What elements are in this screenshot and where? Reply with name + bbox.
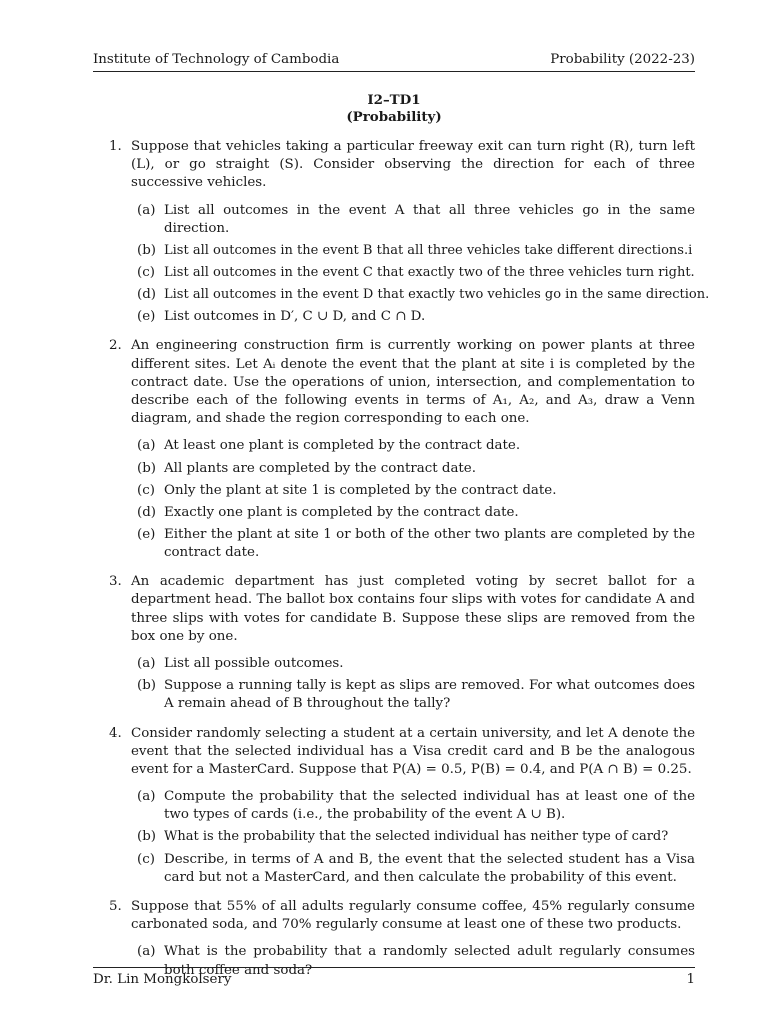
question-number: 3. (109, 574, 122, 590)
question-text: Suppose that 55% of all adults regularly consume coffee, 45% regularly consume carbonated soda, and 70% regularly consume at least one of these two products. (131, 898, 695, 933)
sub-question-label: (c) (137, 851, 155, 867)
page-number: 1 (686, 972, 695, 987)
sub-question-text: List all outcomes in the event B that all three vehicles take different directions.i (164, 242, 693, 258)
sub-question (131, 526, 695, 562)
question-text: Suppose that vehicles taking a particular freeway exit can turn right (R), turn left (L), or go straight (S). Consider observing the direction for each of three successive vehicles. (131, 139, 695, 191)
sub-question-text: List all possible outcomes. (164, 656, 344, 671)
sub-question-label: (b) (137, 829, 157, 845)
sub-question-text: Describe, in terms of A and B, the event that the selected student has a Visa card but not a MasterCard, and then calculate the probability of this event. (164, 851, 695, 885)
sub-question (131, 286, 710, 304)
sub-question-text: Compute the probability that the selected individual has at least one of the two types of cards (i.e., the probability of the event A ∪ B). (164, 789, 695, 823)
header-course: Probability (2022-23) (550, 52, 695, 67)
sub-question-label: (e) (137, 309, 156, 325)
question-number: 1. (109, 139, 122, 154)
sub-question-list (131, 437, 695, 562)
question-text: An engineering construction firm is currently working on power plants at three different sites. Let Aᵢ denote the event that the plant at site i is completed by the contract date. Use the operations of union, intersection, and complementation to describe each of the following events in terms of A₁, A₂, and A₃, draw a Venn diagram, and shade the region corresponding to each one. (131, 338, 695, 427)
sub-question-text: Suppose a running tally is kept as slips are removed. For what outcomes does A remain ahead of B throughout the tally? (164, 678, 695, 712)
sub-question-label: (d) (137, 504, 157, 520)
sub-question-text: At least one plant is completed by the contract date. (164, 438, 521, 454)
sub-question (131, 264, 695, 282)
footer-author: Dr. Lin Mongkolsery (93, 972, 232, 987)
sub-question-text: All plants are completed by the contract date. (164, 460, 476, 476)
sub-question-text: List all outcomes in the event A that all three vehicles go in the same direction. (164, 202, 695, 236)
sub-question (131, 677, 695, 713)
question-3 (93, 573, 695, 713)
sub-question-label: (b) (137, 242, 157, 258)
exercise-list (93, 138, 710, 991)
sub-question-label: (a) (137, 202, 156, 218)
sub-question-text: List all outcomes in the event C that exactly two of the three vehicles turn right. (164, 265, 695, 280)
question-number: 5. (109, 898, 122, 914)
sub-question-text: What is the probability that a randomly selected adult regularly consumes both coffee and soda? (164, 944, 695, 978)
sub-question (131, 437, 695, 455)
sub-question (131, 202, 695, 238)
header-rule (93, 71, 695, 72)
sub-question-text: Exactly one plant is completed by the contract date. (164, 504, 519, 520)
sub-question-text: List all outcomes in the event D that exactly two vehicles go in the same direction. (164, 287, 710, 303)
sub-question-text: Either the plant at site 1 or both of the other two plants are completed by the contract date. (164, 526, 695, 560)
question-1 (93, 138, 710, 326)
question-2 (93, 337, 695, 562)
sub-question (131, 655, 695, 673)
sub-question-list (131, 655, 695, 714)
sub-question-text: List outcomes in D′, C ∪ D, and C ∩ D. (164, 309, 426, 325)
sub-question (131, 504, 695, 522)
sub-question-label: (a) (137, 944, 156, 960)
sub-question (131, 460, 695, 478)
header-institution: Institute of Technology of Cambodia (93, 52, 340, 67)
sub-question-label: (d) (137, 287, 157, 303)
sub-question (131, 828, 695, 846)
sub-question-label: (b) (137, 678, 157, 694)
sub-question-label: (a) (137, 789, 156, 805)
sub-question-label: (b) (137, 460, 157, 476)
question-4 (93, 725, 695, 887)
question-number: 2. (109, 338, 122, 354)
sub-question (131, 482, 695, 500)
question-text: Consider randomly selecting a student at a certain university, and let A denote the event that the selected individual has a Visa credit card and B be the analogous event for a MasterCard. Suppose that P(A) = 0.5, P(B) = 0.4, and P(A ∩ B) = 0.25. (131, 725, 695, 777)
page-header (93, 52, 695, 68)
sub-question (131, 242, 695, 260)
sub-question-label: (a) (137, 438, 156, 454)
sub-question-list (131, 788, 695, 887)
title-line-1: I2–TD1 (367, 92, 421, 108)
sub-question-text: Only the plant at site 1 is completed by the contract date. (164, 482, 557, 498)
sub-question-label: (a) (137, 656, 156, 671)
sub-question-label: (e) (137, 526, 156, 542)
sub-question-label: (c) (137, 482, 155, 498)
question-number: 4. (109, 725, 122, 741)
sub-question-list (131, 202, 710, 327)
sub-question-text: What is the probability that the selected individual has neither type of card? (164, 829, 669, 845)
title-line-2: (Probability) (346, 109, 442, 125)
sub-question (131, 851, 695, 887)
question-text: An academic department has just completed voting by secret ballot for a department head. The ballot box contains four slips with votes for candidate A and three slips with votes for candidate B. Suppose these slips are removed from the box one by one. (131, 574, 695, 644)
footer-rule (93, 967, 695, 968)
sub-question-label: (c) (137, 265, 155, 280)
sub-question (131, 788, 695, 824)
sub-question (131, 308, 695, 326)
page-footer (93, 972, 695, 988)
document-title (93, 92, 695, 126)
